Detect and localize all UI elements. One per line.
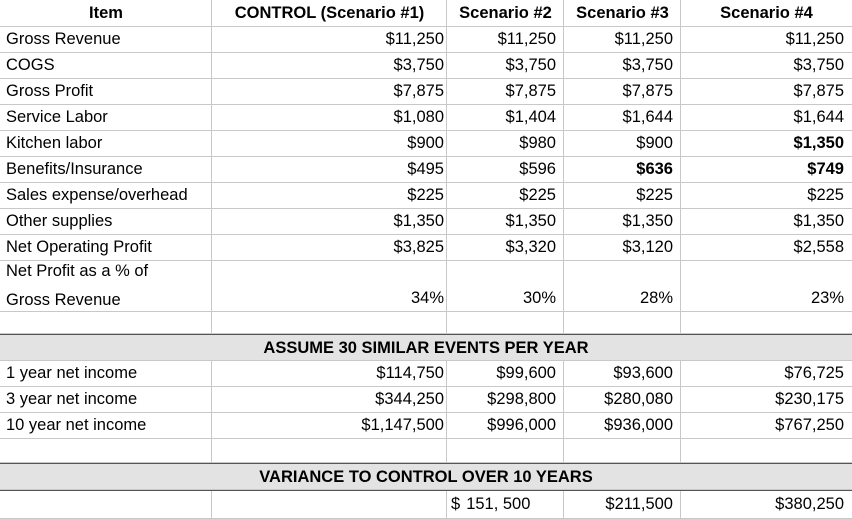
section-title[interactable]: ASSUME 30 SIMILAR EVENTS PER YEAR [263, 339, 589, 357]
cell-value[interactable]: $1,404 [505, 108, 556, 126]
cell-value[interactable]: $980 [519, 134, 556, 152]
header-scenario-2[interactable]: Scenario #2 [459, 3, 552, 22]
cell-value[interactable]: $99,600 [496, 364, 556, 382]
table-row [0, 387, 852, 413]
net-percent-row [0, 261, 852, 312]
cell-value[interactable]: $900 [636, 134, 673, 152]
row-label[interactable]: Net Operating Profit [6, 238, 152, 256]
cell-value[interactable]: $11,250 [385, 30, 444, 48]
cell-value[interactable]: $1,080 [393, 108, 444, 126]
cell-value[interactable]: $596 [519, 160, 556, 178]
cell-value[interactable]: $280,080 [604, 390, 673, 408]
cell-value[interactable]: $1,644 [793, 108, 844, 126]
variance-scenario-3[interactable]: $211,500 [605, 495, 673, 513]
cell-value[interactable]: $3,825 [393, 238, 444, 256]
cell-value[interactable]: $3,750 [505, 56, 556, 74]
cell-value[interactable]: $936,000 [604, 416, 673, 434]
row-label[interactable]: Sales expense/overhead [6, 186, 188, 204]
cell-value[interactable]: $114,750 [376, 364, 444, 382]
header-scenario-4[interactable]: Scenario #4 [720, 3, 813, 22]
cell-value[interactable]: $298,800 [487, 390, 556, 408]
cell-value[interactable]: $3,750 [393, 56, 444, 74]
cell-value[interactable]: $11,250 [497, 30, 556, 48]
header-scenario-3[interactable]: Scenario #3 [576, 3, 669, 22]
cell-value[interactable]: $344,250 [375, 390, 444, 408]
cell-value[interactable]: $7,875 [793, 82, 844, 100]
cell-value[interactable]: $2,558 [793, 238, 844, 256]
cell-value[interactable]: $7,875 [622, 82, 673, 100]
cell-value[interactable]: $7,875 [393, 82, 444, 100]
header-row [0, 0, 852, 27]
row-label[interactable]: Service Labor [6, 108, 108, 126]
cell-value[interactable]: $7,875 [505, 82, 556, 100]
row-label[interactable]: Gross Profit [6, 82, 94, 100]
section-header-events [0, 334, 852, 361]
row-label[interactable]: Benefits/Insurance [6, 160, 143, 178]
row-label[interactable]: COGS [6, 56, 55, 74]
cell-value[interactable]: $495 [407, 160, 444, 178]
table-row [0, 105, 852, 131]
table-row [0, 413, 852, 439]
variance-value: 151, 500 [466, 495, 531, 513]
section-header-variance [0, 463, 852, 490]
cell-value[interactable]: 30% [522, 289, 556, 307]
cell-value[interactable]: $1,147,500 [361, 416, 444, 434]
header-item[interactable]: Item [89, 3, 123, 22]
table-row [0, 157, 852, 183]
row-label[interactable]: Kitchen labor [6, 134, 103, 152]
row-label[interactable]: 10 year net income [6, 416, 147, 434]
cell-value[interactable]: $1,350 [793, 212, 844, 230]
table-row [0, 27, 852, 53]
table-row [0, 361, 852, 387]
cell-value[interactable]: $230,175 [775, 390, 844, 408]
cell-value[interactable]: $1,350 [622, 212, 673, 230]
empty-row [0, 312, 852, 334]
variance-scenario-2[interactable] [447, 491, 564, 518]
cell-value[interactable]: $3,750 [793, 56, 844, 74]
cell-value[interactable]: $996,000 [487, 416, 556, 434]
cell-value[interactable]: $11,250 [785, 30, 844, 48]
cell-empty[interactable] [212, 491, 447, 518]
cell-value[interactable]: $225 [636, 186, 673, 204]
row-label[interactable]: 1 year net income [6, 364, 138, 382]
cell-value[interactable]: 34% [410, 289, 444, 307]
cell-value-highlight[interactable]: $636 [636, 160, 673, 178]
row-label[interactable]: Other supplies [6, 212, 113, 230]
cell-value[interactable]: $3,750 [622, 56, 673, 74]
table-row [0, 209, 852, 235]
table-row [0, 53, 852, 79]
cell-value[interactable]: $1,350 [505, 212, 556, 230]
cell-value[interactable]: $11,250 [614, 30, 673, 48]
table-row [0, 79, 852, 105]
row-label-line-2: Gross Revenue [6, 291, 121, 309]
row-label[interactable]: Gross Revenue [6, 30, 121, 48]
empty-row [0, 439, 852, 463]
row-label[interactable]: 3 year net income [6, 390, 138, 408]
cell-value[interactable]: 23% [810, 289, 844, 307]
variance-row [0, 490, 852, 519]
row-label-line-1: Net Profit as a % of [6, 262, 149, 280]
cell-value[interactable]: $225 [807, 186, 844, 204]
cell-value[interactable]: $3,120 [622, 238, 673, 256]
cell-value-highlight[interactable]: $749 [807, 160, 844, 178]
variance-scenario-4[interactable]: $380,250 [775, 495, 844, 513]
header-control[interactable]: CONTROL (Scenario #1) [234, 3, 425, 22]
cell-value[interactable]: $93,600 [613, 364, 673, 382]
cell-value[interactable]: 28% [639, 289, 673, 307]
table-row [0, 131, 852, 157]
cell-value[interactable]: $225 [519, 186, 556, 204]
cell-value[interactable]: $1,350 [393, 212, 444, 230]
cell-value[interactable]: $900 [407, 134, 444, 152]
cell-value[interactable]: $76,725 [784, 364, 844, 382]
section-title[interactable]: VARIANCE TO CONTROL OVER 10 YEARS [259, 468, 593, 486]
cell-value[interactable]: $1,644 [622, 108, 673, 126]
cell-value[interactable]: $767,250 [775, 416, 844, 434]
row-label[interactable] [0, 261, 212, 311]
currency-symbol: $ [451, 495, 461, 513]
cell-value[interactable]: $225 [407, 186, 444, 204]
table-row [0, 183, 852, 209]
table-row [0, 235, 852, 261]
row-label-empty[interactable] [0, 491, 212, 518]
cell-value-highlight[interactable]: $1,350 [793, 134, 844, 152]
cell-value[interactable]: $3,320 [505, 238, 556, 256]
